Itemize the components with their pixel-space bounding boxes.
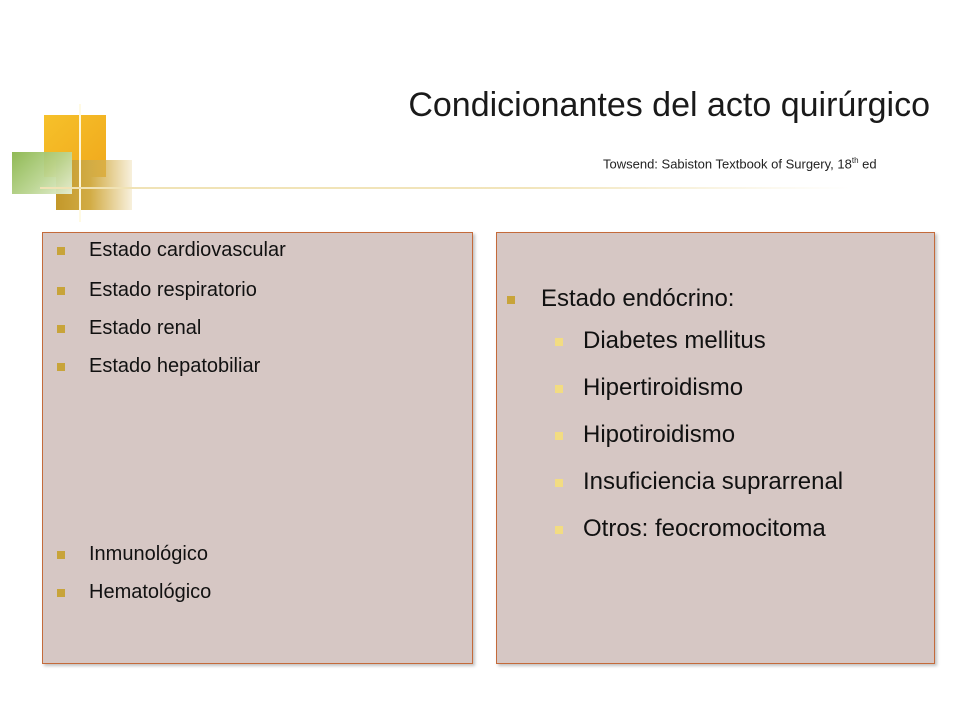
list-item: [53, 543, 208, 566]
list-item: [53, 581, 211, 604]
sub-list-item: [555, 421, 735, 449]
sub-bullet-icon: [555, 479, 563, 487]
list-item-text: Hematológico: [89, 581, 212, 603]
reference-text: Towsend: Sabiston Textbook of Surgery, 18: [603, 156, 852, 172]
sub-bullet-icon: [555, 385, 563, 393]
sub-item-text: Hipotiroidismo: [583, 421, 736, 448]
list-item: [53, 355, 260, 378]
sub-list-item: [555, 468, 843, 496]
sub-item-text: Insuficiencia suprarrenal: [583, 468, 844, 495]
sub-bullet-icon: [555, 526, 563, 534]
sub-list-item: [555, 327, 766, 355]
sub-item-text: Otros: feocromocitoma: [583, 515, 826, 542]
reference-superscript: th: [851, 156, 859, 165]
list-item-text: Estado hepatobiliar: [89, 355, 261, 377]
right-content-box: [496, 232, 935, 664]
reference-citation: [603, 156, 877, 171]
list-item-text: Estado respiratorio: [89, 279, 257, 301]
sub-item-text: Diabetes mellitus: [583, 327, 766, 354]
bullet-icon: [57, 287, 65, 295]
list-item-text: Inmunológico: [89, 543, 208, 565]
sub-list-item: [555, 374, 743, 402]
bullet-icon: [57, 551, 65, 559]
bullet-icon: [57, 247, 65, 255]
sub-item-text: Hipertiroidismo: [583, 374, 744, 401]
list-item: [53, 279, 257, 302]
reference-suffix: ed: [858, 156, 877, 172]
list-heading: [507, 285, 734, 313]
sub-bullet-icon: [555, 338, 563, 346]
title-underline: [40, 187, 850, 189]
left-content-box: [42, 232, 473, 664]
decorative-vertical-line: [79, 104, 81, 222]
bullet-icon: [507, 296, 515, 304]
list-item-text: Estado cardiovascular: [89, 239, 286, 261]
heading-text: Estado endócrino:: [541, 285, 735, 312]
list-item-text: Estado renal: [89, 317, 202, 339]
bullet-icon: [57, 589, 65, 597]
bullet-icon: [57, 325, 65, 333]
sub-bullet-icon: [555, 432, 563, 440]
bullet-icon: [57, 363, 65, 371]
list-item: [53, 317, 201, 340]
sub-list-item: [555, 515, 826, 543]
list-item: [53, 239, 286, 262]
slide-title: Condicionantes del acto quirúrgico: [408, 86, 930, 124]
